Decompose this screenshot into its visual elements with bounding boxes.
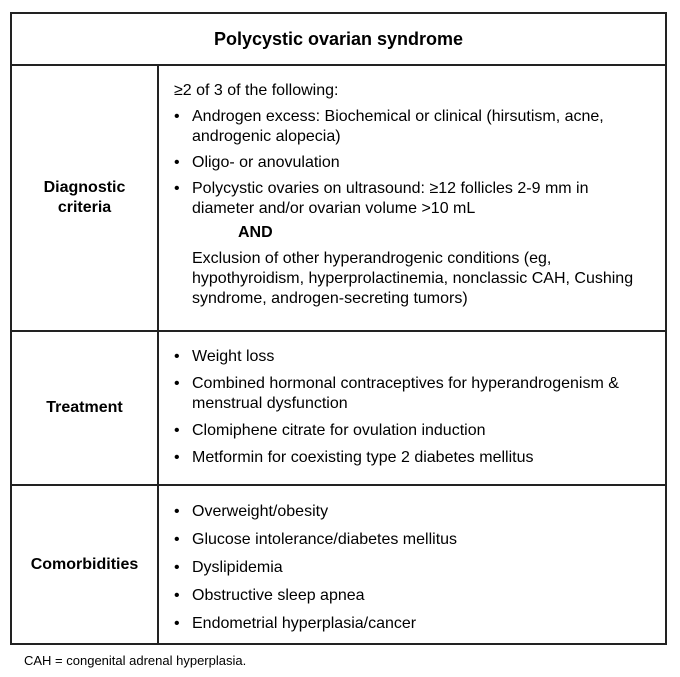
list-item-text: Metformin for coexisting type 2 diabetes mellitus [192,449,534,466]
list-item-text: Overweight/obesity [192,503,329,520]
list-item [174,374,651,414]
row-label-treatment [12,332,159,484]
row-content-treatment [159,332,665,484]
bullet-icon: • [174,108,180,125]
list-item [174,179,651,219]
list-item-text: Endometrial hyperplasia/cancer [192,615,417,632]
list-item-text: Clomiphene citrate for ovulation induction [192,422,486,439]
row-label-text: Diagnostic criteria [43,179,126,216]
list-item [174,448,651,468]
table-row-comorbidities [12,486,665,643]
bullet-icon: • [174,503,180,520]
criteria-list [174,107,651,219]
list-item-text: Glucose intolerance/diabetes mellitus [192,531,458,548]
row-label-text: Treatment [46,399,123,416]
table-title: Polycystic ovarian syndrome [12,14,665,66]
list-item [174,107,651,147]
comorbidities-list [174,502,651,634]
row-content-diagnostic-criteria [159,66,665,330]
bullet-icon: • [174,615,180,632]
criteria-intro: ≥2 of 3 of the following: [174,82,339,99]
list-item [174,614,651,634]
exclusion-criteria: Exclusion of other hyperandrogenic conditions (eg, hypothyroidism, hyperprolactinemia, nonclassic CAH, Cushing syndrome, androgen-secreting tumors) [192,250,634,307]
row-content-comorbidities [159,486,665,643]
list-item [174,530,651,550]
list-item [174,347,651,367]
list-item [174,502,651,522]
bullet-icon: • [174,348,180,365]
treatment-list [174,347,651,468]
row-label-text: Comorbidities [30,555,139,573]
row-label-diagnostic-criteria [12,66,159,330]
bullet-icon: • [174,422,180,439]
table-row-treatment [12,332,665,486]
list-item-text: Androgen excess: Biochemical or clinical (hirsutism, acne, androgenic alopecia) [192,108,604,145]
list-item-text: Oligo- or anovulation [192,154,340,171]
list-item [174,153,651,173]
list-item [174,558,651,578]
bullet-icon: • [174,449,180,466]
list-item [174,586,651,606]
list-item-text: Weight loss [192,348,275,365]
row-label-comorbidities [12,486,159,643]
list-item-text: Polycystic ovaries on ultrasound: ≥12 follicles 2-9 mm in diameter and/or ovarian volume >10 mL [192,180,589,217]
table-row-diagnostic-criteria [12,66,665,332]
bullet-icon: • [174,154,180,171]
bullet-icon: • [174,531,180,548]
and-connector: AND [238,224,273,241]
bullet-icon: • [174,180,180,197]
bullet-icon: • [174,559,180,576]
list-item-text: Combined hormonal contraceptives for hyperandrogenism & menstrual dysfunction [192,375,619,412]
list-item-text: Obstructive sleep apnea [192,587,365,604]
list-item [174,421,651,441]
pcos-table [10,12,667,645]
bullet-icon: • [174,587,180,604]
bullet-icon: • [174,375,180,392]
list-item-text: Dyslipidemia [192,559,283,576]
footnote: CAH = congenital adrenal hyperplasia. [24,653,247,668]
